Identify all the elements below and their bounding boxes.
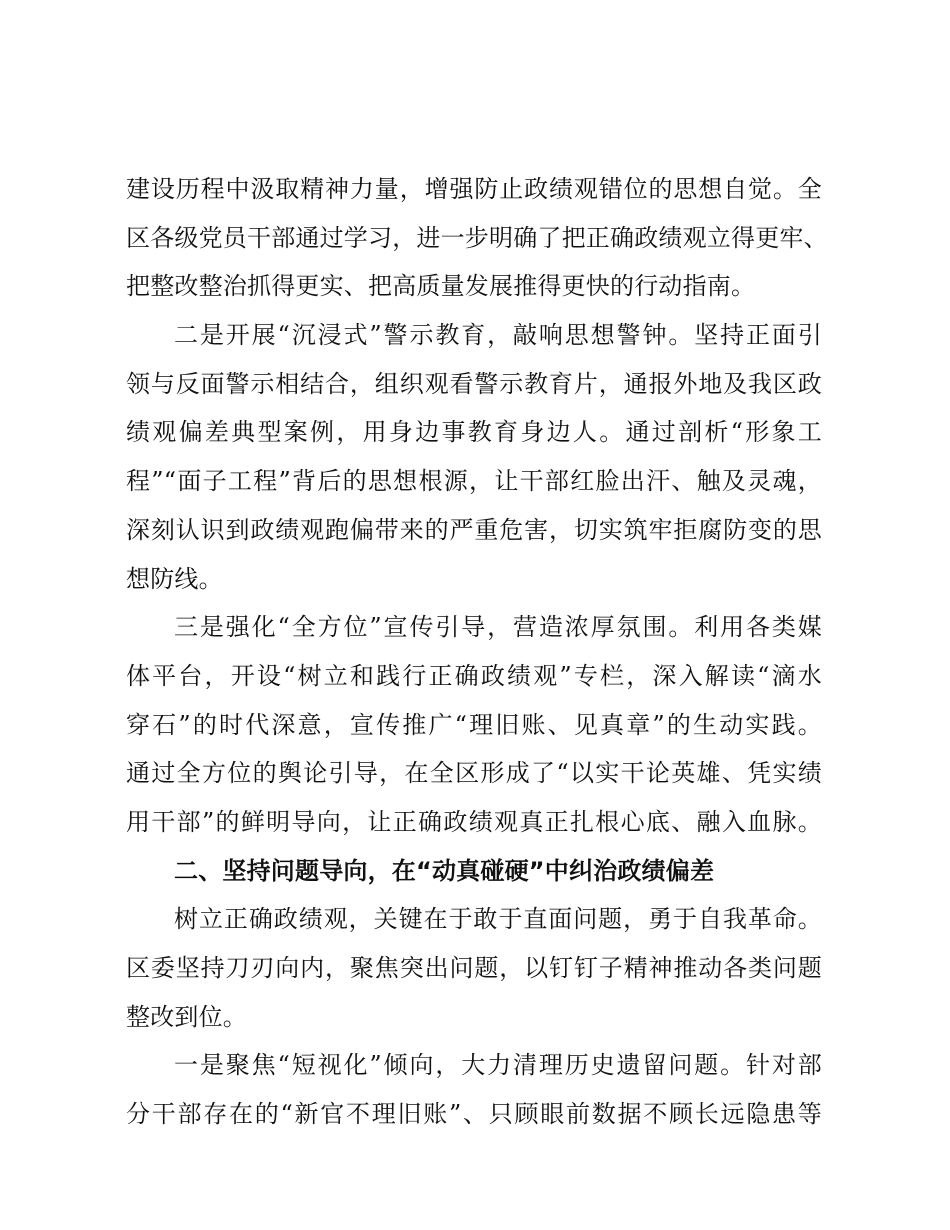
text-line: 用干部”的鲜明导向，让正确政绩观真正扎根心底、融入血脉。 bbox=[126, 807, 822, 836]
text-line: 通过全方位的舆论引导，在全区形成了“以实干论英雄、凭实绩 bbox=[126, 759, 822, 788]
section-heading: 二、坚持问题导向，在“动真碰硬”中纠治政绩偏差 bbox=[174, 856, 715, 885]
text-line: 树立正确政绩观，关键在于敢于直面问题，勇于自我革命。 bbox=[174, 905, 822, 934]
text-line: 三是强化“全方位”宣传引导，营造浓厚氛围。利用各类媒 bbox=[174, 613, 822, 642]
text-line: 绩观偏差典型案例，用身边事教育身边人。通过剖析“形象工 bbox=[126, 418, 822, 447]
text-line: 区各级党员干部通过学习，进一步明确了把正确政绩观立得更牢、 bbox=[126, 223, 828, 252]
document-body bbox=[126, 165, 828, 1139]
text-line: 程”“面子工程”背后的思想根源，让干部红脸出汗、触及灵魂， bbox=[126, 467, 822, 496]
text-line: 把整改整治抓得更实、把高质量发展推得更快的行动指南。 bbox=[126, 272, 756, 301]
text-line: 分干部存在的“新官不理旧账”、只顾眼前数据不顾长远隐患等 bbox=[126, 1100, 822, 1129]
text-line: 深刻认识到政绩观跑偏带来的严重危害，切实筑牢拒腐防变的思 bbox=[126, 515, 822, 544]
text-line: 建设历程中汲取精神力量，增强防止政绩观错位的思想自觉。全 bbox=[126, 175, 822, 203]
text-line: 区委坚持刀刃向内，聚焦突出问题，以钉钉子精神推动各类问题 bbox=[126, 954, 822, 982]
text-line: 体平台，开设“树立和践行正确政绩观”专栏，深入解读“滴水 bbox=[126, 661, 822, 690]
text-line: 整改到位。 bbox=[126, 1002, 247, 1031]
text-line: 领与反面警示相结合，组织观看警示教育片，通报外地及我区政 bbox=[126, 369, 822, 398]
text-line: 穿石”的时代深意，宣传推广“理旧账、见真章”的生动实践。 bbox=[126, 710, 822, 739]
text-line: 想防线。 bbox=[126, 564, 223, 593]
text-line: 二是开展“沉浸式”警示教育，敲响思想警钟。坚持正面引 bbox=[174, 321, 822, 350]
text-line: 一是聚焦“短视化”倾向，大力清理历史遗留问题。针对部 bbox=[174, 1051, 822, 1080]
